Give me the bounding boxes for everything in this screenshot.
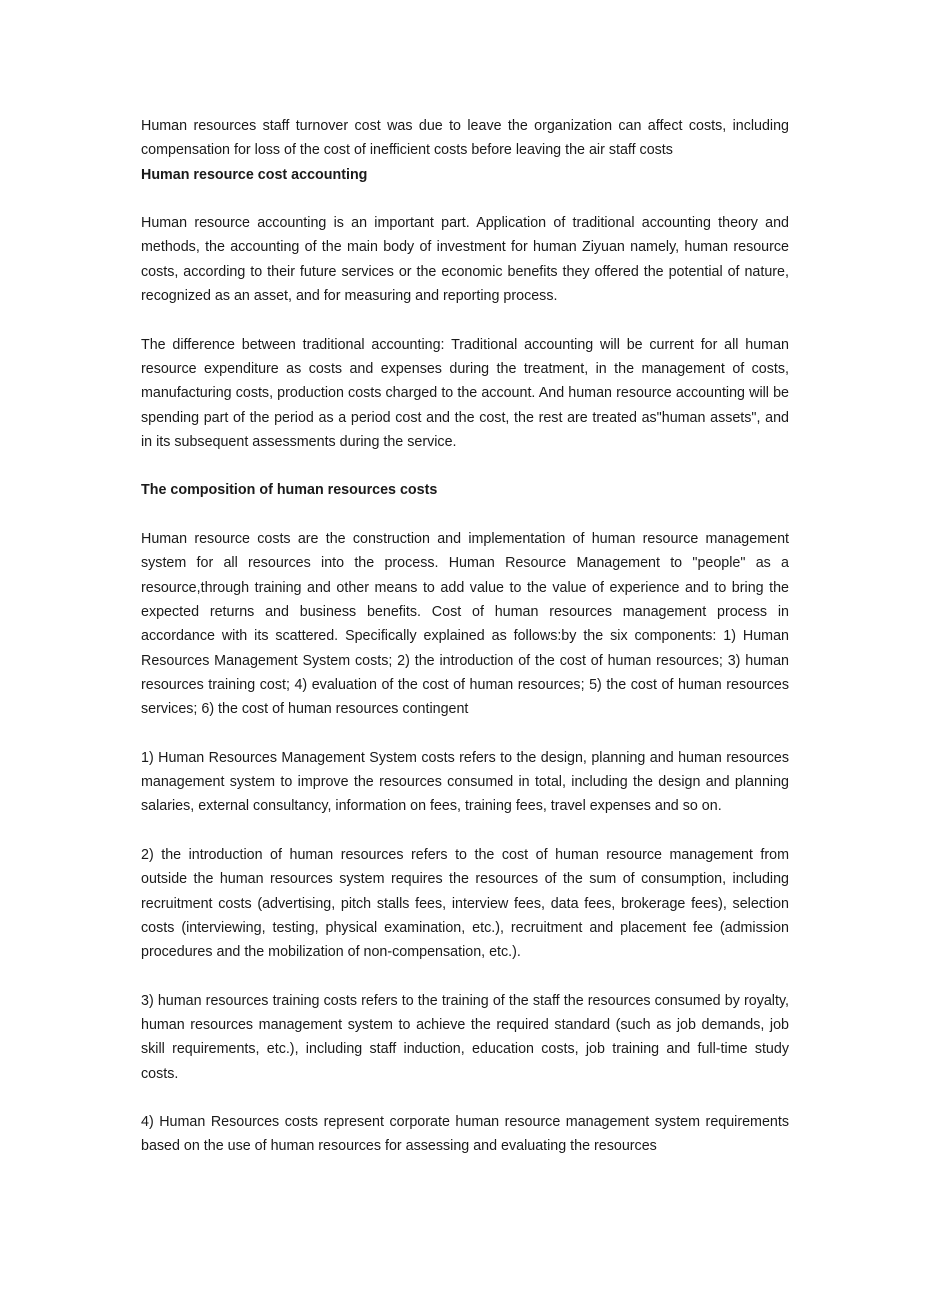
paragraph-spacer (141, 819, 789, 843)
paragraph-spacer (141, 503, 789, 527)
composition-paragraph: Human resource costs are the construction and implementation of human resource management system for all resources into the process. Human Resource Management to "people" as a resource,through training and other means to add value to the value of experience and to bring the expected returns and business benefits. Cost of human resources management process in accordance with its scattered. Specifically explained as follows:by the six components: 1) Human Resources Management System costs; 2) the introduction of the cost of human resources; 3) human resources training cost; 4) evaluation of the cost of human resources; 5) the cost of human resources services; 6) the cost of human resources contingent (141, 531, 789, 718)
list-item-2: 2) the introduction of human resources refers to the cost of human resource management from outside the human resources system requires the resources of the sum of consumption, including recruitment costs (advertising, pitch stalls fees, interview fees, data fees, brokerage fees), selection costs (interviewing, testing, physical examination, etc.), recruitment and placement fee (admission procedures and the mobilization of non-compensation, etc.). (141, 846, 789, 961)
paragraph-spacer (141, 308, 789, 332)
intro-paragraph: Human resources staff turnover cost was due to leave the organization can affect costs, including compensation for loss of the cost of inefficient costs before leaving the air staff costs (141, 118, 789, 159)
heading-composition: The composition of human resources costs (141, 482, 438, 499)
paragraph-spacer (141, 454, 789, 478)
paragraph-spacer (141, 721, 789, 745)
document-page (141, 114, 789, 1159)
paragraph-spacer (141, 187, 789, 211)
list-item-1: 1) Human Resources Management System costs refers to the design, planning and human resources management system to improve the resources consumed in total, including the design and planning salaries, external consultancy, information on fees, training fees, travel expenses and so on. (141, 749, 789, 815)
list-item-4: 4) Human Resources costs represent corporate human resource management system requirements based on the use of human resources for assessing and evaluating the resources (141, 1114, 789, 1155)
list-item-3: 3) human resources training costs refers to the training of the staff the resources consumed by royalty, human resources management system to achieve the required standard (such as job demands, job skill requirements, etc.), including staff induction, education costs, job training and full-time study costs. (141, 992, 789, 1082)
difference-paragraph: The difference between traditional accounting: Traditional accounting will be current for all human resource expenditure as costs and expenses during the treatment, in the management of costs, manufacturing costs, production costs charged to the account. And human resource accounting will be spending part of the period as a period cost and the cost, the rest are treated as"human assets", and in its subsequent assessments during the service. (141, 336, 789, 450)
paragraph-spacer (141, 1086, 789, 1110)
accounting-paragraph: Human resource accounting is an important part. Application of traditional accounting theory and methods, the accounting of the main body of investment for human Ziyuan namely, human resource costs, according to their future services or the economic benefits they offered the potential of nature, recognized as an asset, and for measuring and reporting process. (141, 215, 789, 305)
heading-cost-accounting: Human resource cost accounting (141, 166, 368, 183)
paragraph-spacer (141, 964, 789, 988)
